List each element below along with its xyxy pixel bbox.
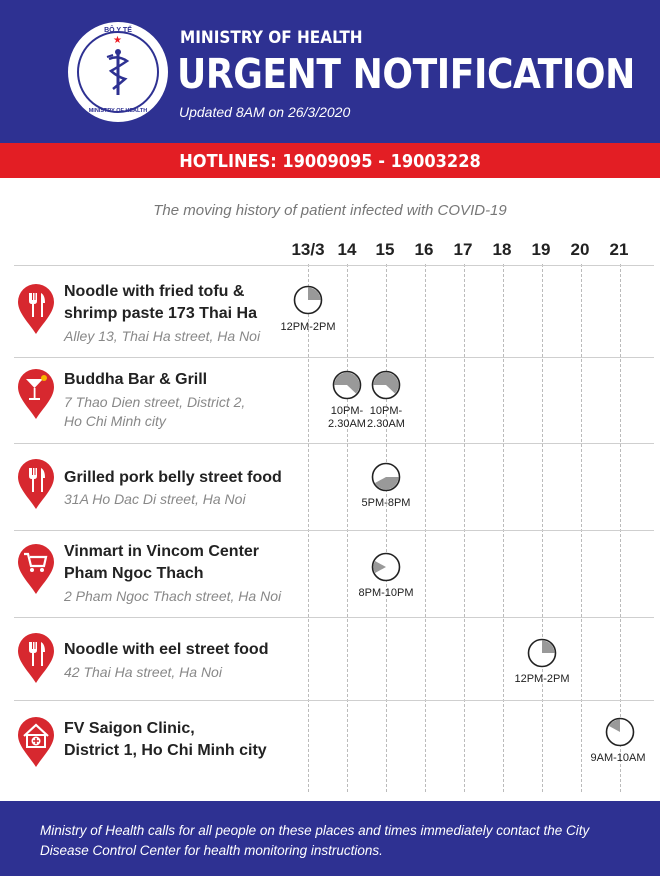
clock-icon <box>332 370 362 400</box>
place-address: 31A Ho Dac Di street, Ha Noi <box>64 491 246 507</box>
place-name: Buddha Bar & Grill <box>64 371 208 388</box>
visit-time: 2.30AM <box>328 418 366 430</box>
place-name: Noodle with eel street food <box>64 641 269 658</box>
footer-message: Ministry of Health calls for all people on these places and times immediately contact the City Disease Control Center for health monitoring instructions. <box>40 823 590 858</box>
grid-line <box>347 264 348 792</box>
place-name: Grilled pork belly street food <box>64 469 282 486</box>
visit-time: 12PM-2PM <box>280 321 336 333</box>
day-label: 15 <box>375 240 395 259</box>
grid-line <box>581 264 582 792</box>
fork-knife-icon <box>17 283 55 335</box>
shopping-cart-icon <box>17 543 55 595</box>
day-label: 21 <box>609 240 629 259</box>
visit-time: 10PM- <box>330 405 364 417</box>
place-address: 2 Pham Ngoc Thach street, Ha Noi <box>64 588 282 604</box>
fork-knife-icon <box>17 458 55 510</box>
updated-timestamp: Updated 8AM on 26/3/2020 <box>179 104 351 120</box>
day-label: 17 <box>453 240 473 259</box>
day-label: 18 <box>492 240 512 259</box>
visit-time: 12PM-2PM <box>514 673 570 685</box>
hotline-bar <box>0 143 660 178</box>
day-label: 13/3 <box>291 240 325 259</box>
clock-icon <box>371 462 401 492</box>
cocktail-icon <box>17 368 55 420</box>
place-name: Vinmart in Vincom Center <box>64 543 260 560</box>
clock-icon <box>371 370 401 400</box>
place-address: Alley 13, Thai Ha street, Ha Noi <box>64 328 261 344</box>
visit-time: 8PM-10PM <box>358 587 414 599</box>
star-icon: ★ <box>113 35 122 46</box>
row-divider <box>14 443 654 444</box>
place-name: Pham Ngoc Thach <box>64 565 204 582</box>
day-label: 16 <box>414 240 434 259</box>
page-title: URGENT NOTIFICATION <box>177 50 635 98</box>
ministry-heading: MINISTRY OF HEALTH <box>180 28 363 48</box>
day-label: 14 <box>337 240 357 259</box>
grid-line <box>620 264 621 792</box>
place-address: 42 Thai Ha street, Ha Noi <box>64 664 222 680</box>
place-name: District 1, Ho Chi Minh city <box>64 742 267 759</box>
visit-time: 2.30AM <box>367 418 405 430</box>
hospital-icon <box>17 716 55 768</box>
clock-icon <box>293 285 323 315</box>
visit-time: 5PM-8PM <box>361 497 411 509</box>
place-name: shrimp paste 173 Thai Ha <box>64 305 257 322</box>
day-label: 20 <box>570 240 590 259</box>
clock-icon <box>371 552 401 582</box>
place-name: FV Saigon Clinic, <box>64 720 195 737</box>
row-divider <box>14 530 654 531</box>
row-divider <box>14 357 654 358</box>
place-address: 7 Thao Dien street, District 2, <box>64 394 246 410</box>
header-banner <box>0 0 660 143</box>
timeline-subtitle: The moving history of patient infected with COVID-19 <box>153 202 507 219</box>
place-address: Ho Chi Minh city <box>64 413 166 429</box>
grid-line <box>542 264 543 792</box>
ministry-logo: ★ BỘ Y TẾ MINISTRY OF HEALTH <box>68 22 168 122</box>
place-name: Noodle with fried tofu & <box>64 283 245 300</box>
visit-time: 10PM- <box>369 405 403 417</box>
grid-line <box>503 264 504 792</box>
grid-line <box>386 264 387 792</box>
row-divider <box>14 617 654 618</box>
fork-knife-icon <box>17 632 55 684</box>
footer-banner <box>0 801 660 876</box>
row-divider <box>14 700 654 701</box>
clock-icon <box>527 638 557 668</box>
visit-time: 9AM-10AM <box>590 752 646 764</box>
grid-line <box>425 264 426 792</box>
clock-icon <box>605 717 635 747</box>
hotline-text: HOTLINES: 19009095 - 19003228 <box>179 151 481 172</box>
grid-line <box>464 264 465 792</box>
caduceus-icon <box>99 47 137 97</box>
grid-line <box>308 264 309 792</box>
day-label: 19 <box>531 240 551 259</box>
row-divider <box>14 265 654 266</box>
